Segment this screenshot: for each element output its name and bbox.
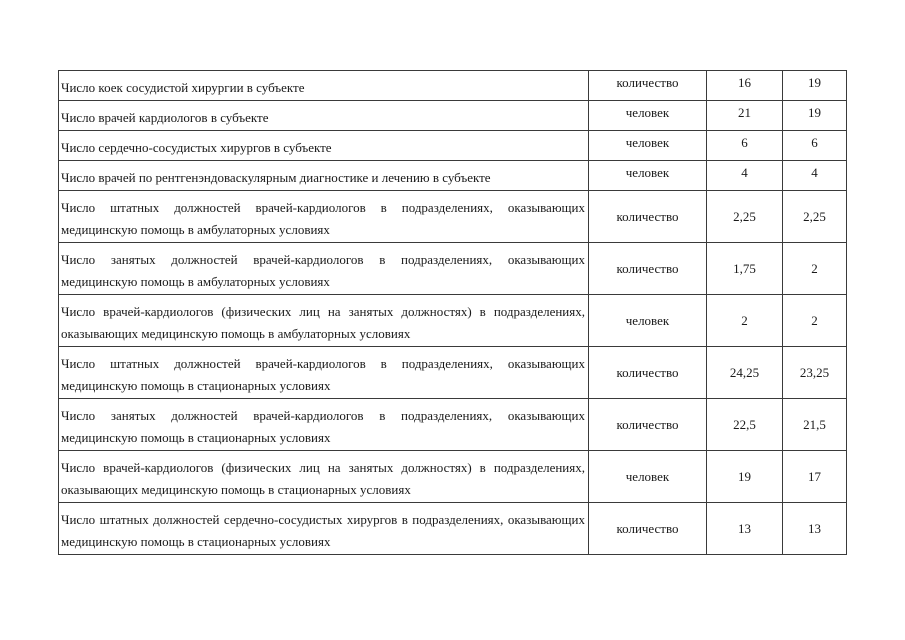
row-value-2: 4: [783, 161, 847, 191]
row-value-1: 2,25: [707, 191, 783, 243]
table-row: [59, 161, 847, 191]
row-label: Число врачей по рентгенэндоваскулярным диагностике и лечению в субъекте: [59, 161, 589, 191]
row-unit: человек: [589, 101, 707, 131]
row-value-1: 22,5: [707, 399, 783, 451]
row-value-1: 2: [707, 295, 783, 347]
table-row: [59, 71, 847, 101]
table-row: [59, 503, 847, 555]
row-value-2: 17: [783, 451, 847, 503]
row-value-2: 6: [783, 131, 847, 161]
table-row: [59, 399, 847, 451]
row-label: Число врачей-кардиологов (физических лиц на занятых должностях) в подразделениях, оказывающих медицинскую помощь в амбулаторных условиях: [59, 295, 589, 347]
table-row: [59, 131, 847, 161]
row-value-2: 21,5: [783, 399, 847, 451]
table-row: [59, 347, 847, 399]
statistics-table: [58, 70, 847, 555]
row-value-2: 2,25: [783, 191, 847, 243]
row-label: Число занятых должностей врачей-кардиологов в подразделениях, оказывающих медицинскую помощь в амбулаторных условиях: [59, 243, 589, 295]
row-value-1: 6: [707, 131, 783, 161]
row-unit: количество: [589, 243, 707, 295]
table-row: [59, 451, 847, 503]
row-unit: человек: [589, 131, 707, 161]
row-unit: количество: [589, 347, 707, 399]
row-value-1: 19: [707, 451, 783, 503]
row-value-2: 23,25: [783, 347, 847, 399]
row-value-2: 19: [783, 71, 847, 101]
row-label: Число врачей кардиологов в субъекте: [59, 101, 589, 131]
row-unit: человек: [589, 451, 707, 503]
row-value-1: 13: [707, 503, 783, 555]
row-unit: человек: [589, 161, 707, 191]
row-value-1: 1,75: [707, 243, 783, 295]
row-unit: количество: [589, 399, 707, 451]
row-value-2: 13: [783, 503, 847, 555]
row-value-1: 21: [707, 101, 783, 131]
row-unit: человек: [589, 295, 707, 347]
row-unit: количество: [589, 191, 707, 243]
row-value-2: 2: [783, 295, 847, 347]
row-label: Число врачей-кардиологов (физических лиц на занятых должностях) в подразделениях, оказывающих медицинскую помощь в стационарных условиях: [59, 451, 589, 503]
row-value-1: 4: [707, 161, 783, 191]
row-label: Число штатных должностей сердечно-сосудистых хирургов в подразделениях, оказывающих медицинскую помощь в стационарных условиях: [59, 503, 589, 555]
row-value-2: 19: [783, 101, 847, 131]
row-label: Число штатных должностей врачей-кардиологов в подразделениях, оказывающих медицинскую помощь в стационарных условиях: [59, 347, 589, 399]
row-label: Число занятых должностей врачей-кардиологов в подразделениях, оказывающих медицинскую помощь в стационарных условиях: [59, 399, 589, 451]
table-row: [59, 295, 847, 347]
row-unit: количество: [589, 503, 707, 555]
row-label: Число штатных должностей врачей-кардиологов в подразделениях, оказывающих медицинскую помощь в амбулаторных условиях: [59, 191, 589, 243]
row-unit: количество: [589, 71, 707, 101]
table-row: [59, 243, 847, 295]
row-value-2: 2: [783, 243, 847, 295]
row-value-1: 24,25: [707, 347, 783, 399]
table-row: [59, 101, 847, 131]
table-row: [59, 191, 847, 243]
row-value-1: 16: [707, 71, 783, 101]
row-label: Число сердечно-сосудистых хирургов в субъекте: [59, 131, 589, 161]
row-label: Число коек сосудистой хирургии в субъекте: [59, 71, 589, 101]
